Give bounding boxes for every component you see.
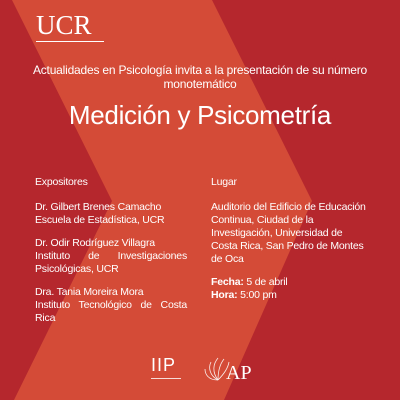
iip-logo: IIP <box>151 355 177 375</box>
expositores-heading: Expositores <box>35 176 88 188</box>
speaker-2-name: Dr. Odir Rodríguez Villagra <box>35 237 155 249</box>
time-label: Hora: <box>211 289 238 301</box>
speaker-2-affiliation: Instituto de Investigaciones Psicológicas, UCR <box>35 250 187 275</box>
ucr-logo-underline <box>36 41 104 42</box>
date-value: 5 de abril <box>246 276 288 288</box>
speaker-3-affiliation: Instituto Tecnológico de Costa Rica <box>35 299 187 324</box>
speaker-3 <box>35 286 187 325</box>
svg-text:AP: AP <box>226 362 252 384</box>
speaker-1-name: Dr. Gilbert Brenes Camacho <box>35 201 162 213</box>
venue-address: Auditorio del Edificio de Educación Continua, Ciudad de la Investigación, Universidad de Costa Rica, San Pedro de Montes de Oca <box>211 201 366 265</box>
ap-logo <box>204 352 258 388</box>
event-date <box>211 276 371 289</box>
speaker-1 <box>35 201 187 227</box>
lugar-section <box>211 176 371 312</box>
ucr-logo: UCR <box>36 10 92 40</box>
date-label: Fecha: <box>211 276 244 288</box>
speaker-1-affiliation: Escuela de Estadística, UCR <box>35 214 165 226</box>
speaker-2 <box>35 237 187 276</box>
lugar-heading: Lugar <box>211 176 237 188</box>
event-time <box>211 289 371 302</box>
expositores-section <box>35 176 187 335</box>
speaker-3-name: Dra. Tania Moreira Mora <box>35 286 144 298</box>
iip-logo-underline <box>151 378 181 379</box>
intro-text: Actualidades en Psicología invita a la presentación de su número monotemático <box>32 63 368 91</box>
event-title: Medición y Psicometría <box>68 100 332 130</box>
time-value: 5:00 pm <box>240 289 277 301</box>
